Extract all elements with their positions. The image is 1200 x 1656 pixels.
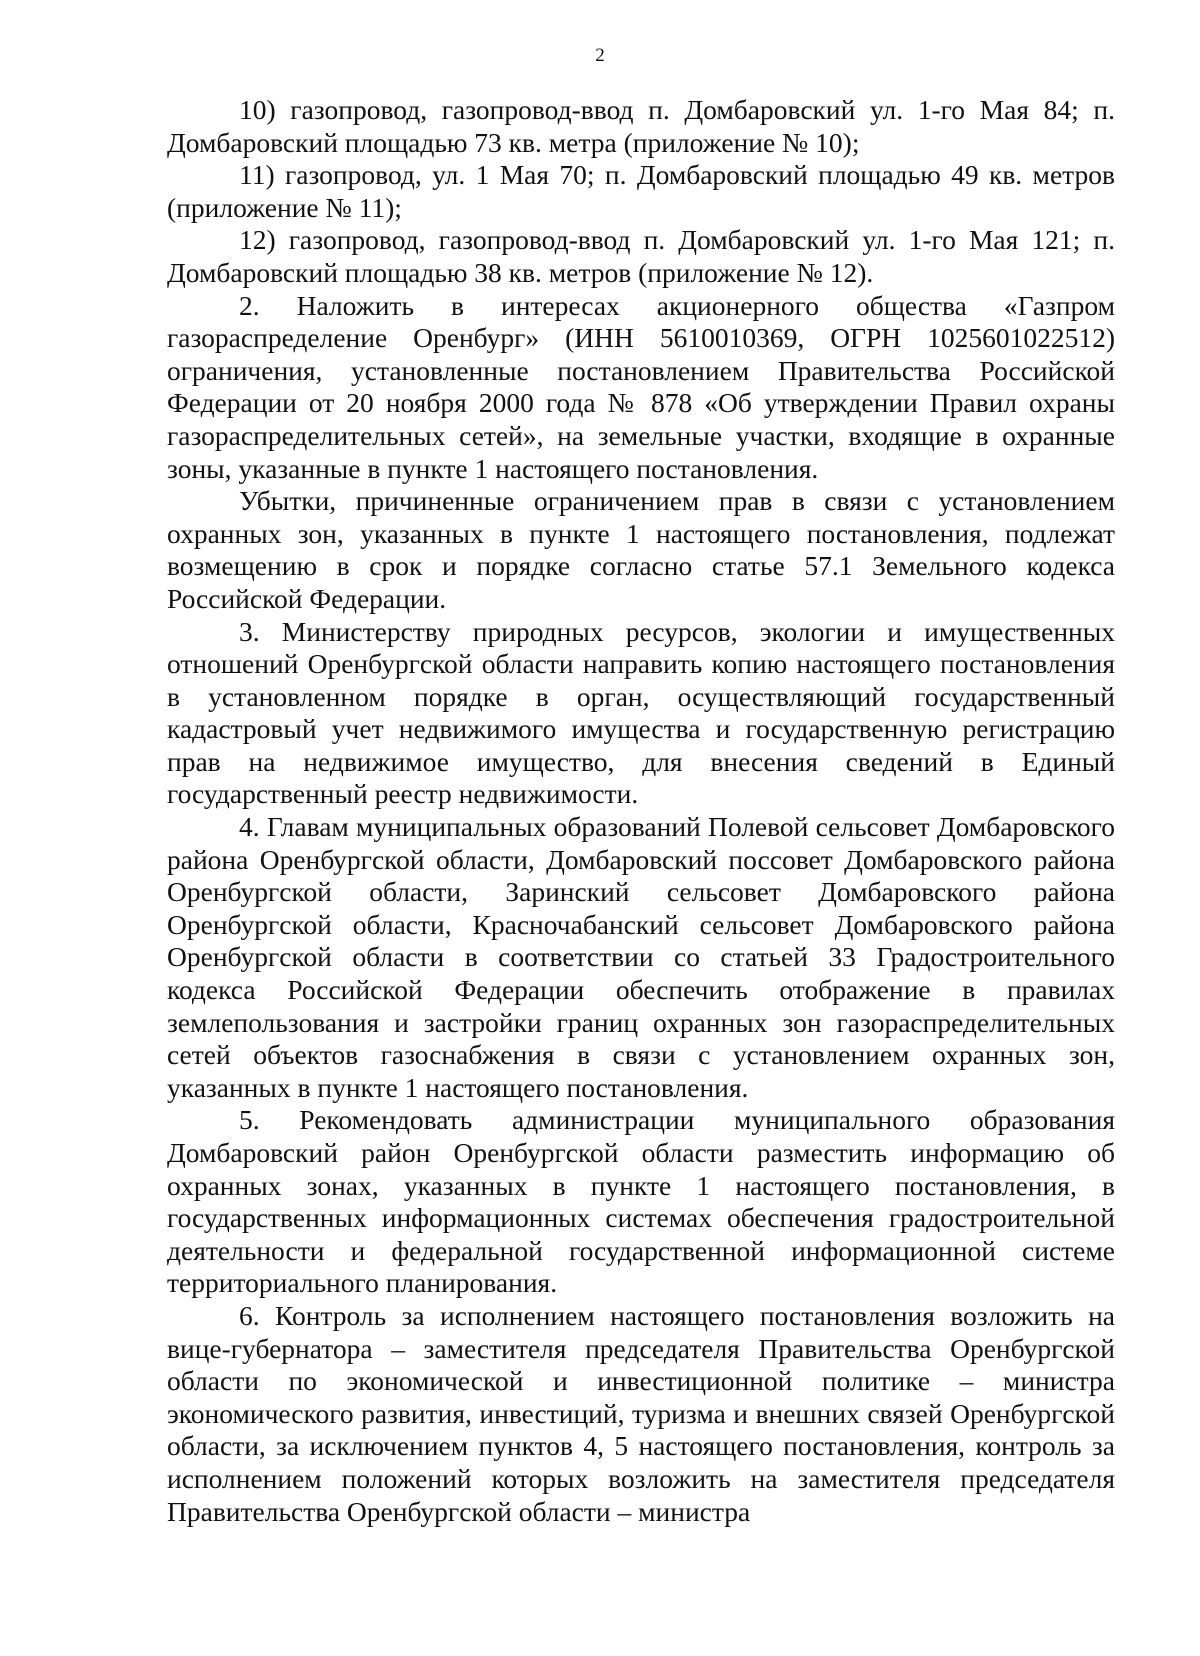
paragraph-item-12: 12) газопровод, газопровод-ввод п. Домбаровский ул. 1-го Мая 121; п. Домбаровский площадью 38 кв. метров (приложение № 12). — [167, 224, 1115, 288]
paragraph-item-10: 10) газопровод, газопровод-ввод п. Домбаровский ул. 1-го Мая 84; п. Домбаровский площадью 73 кв. метра (приложение № 10); — [167, 94, 1115, 158]
page-number: 2 — [595, 45, 605, 66]
paragraph-clause-5: 5. Рекомендовать администрации муниципального образования Домбаровский район Оренбургской области разместить информацию об охранных зонах, указанных в пункте 1 настоящего постановления, в государственных информационных системах обеспечения градостроительной деятельности и федеральной государственной информационной системе территориального планирования. — [167, 1104, 1115, 1299]
paragraph-clause-4: 4. Главам муниципальных образований Полевой сельсовет Домбаровского района Оренбургской области, Домбаровский поссовет Домбаровского района Оренбургской области, Заринский сельсовет Домбаровского района Оренбургской области, Красночабанский сельсовет Домбаровского района Оренбургской области в соответствии со статьей 33 Градостроительного кодекса Российской Федерации обеспечить отображение в правилах землепользования и застройки границ охранных зон газораспределительных сетей объектов газоснабжения в связи с установлением охранных зон, указанных в пункте 1 настоящего постановления. — [167, 811, 1115, 1103]
document-body — [167, 94, 1115, 1528]
paragraph-clause-2: 2. Наложить в интересах акционерного общества «Газпром газораспределение Оренбург» (ИНН 5610010369, ОГРН 1025601022512) ограничения, установленные постановлением Правительства Российской Федерации от 20 ноября 2000 года № 878 «Об утверждении Правил охраны газораспределительных сетей», на земельные участки, входящие в охранные зоны, указанные в пункте 1 настоящего постановления. — [167, 289, 1115, 484]
paragraph-losses: Убытки, причиненные ограничением прав в связи с установлением охранных зон, указанных в пункте 1 настоящего постановления, подлежат возмещению в срок и порядке согласно статье 57.1 Земельного кодекса Российской Федерации. — [167, 485, 1115, 614]
paragraph-clause-6: 6. Контроль за исполнением настоящего постановления возложить на вице-губернатора – заместителя председателя Правительства Оренбургской области по экономической и инвестиционной политике – министра экономического развития, инвестиций, туризма и внешних связей Оренбургской области, за исключением пунктов 4, 5 настоящего постановления, контроль за исполнением положений которых возложить на заместителя председателя Правительства Оренбургской области – министра — [167, 1299, 1115, 1527]
paragraph-clause-3: 3. Министерству природных ресурсов, экологии и имущественных отношений Оренбургской области направить копию настоящего постановления в установленном порядке в орган, осуществляющий государственный кадастровый учет недвижимого имущества и государственную регистрацию прав на недвижимое имущество, для внесения сведений в Единый государственный реестр недвижимости. — [167, 615, 1115, 810]
paragraph-item-11: 11) газопровод, ул. 1 Мая 70; п. Домбаровский площадью 49 кв. метров (приложение № 11); — [167, 159, 1115, 223]
